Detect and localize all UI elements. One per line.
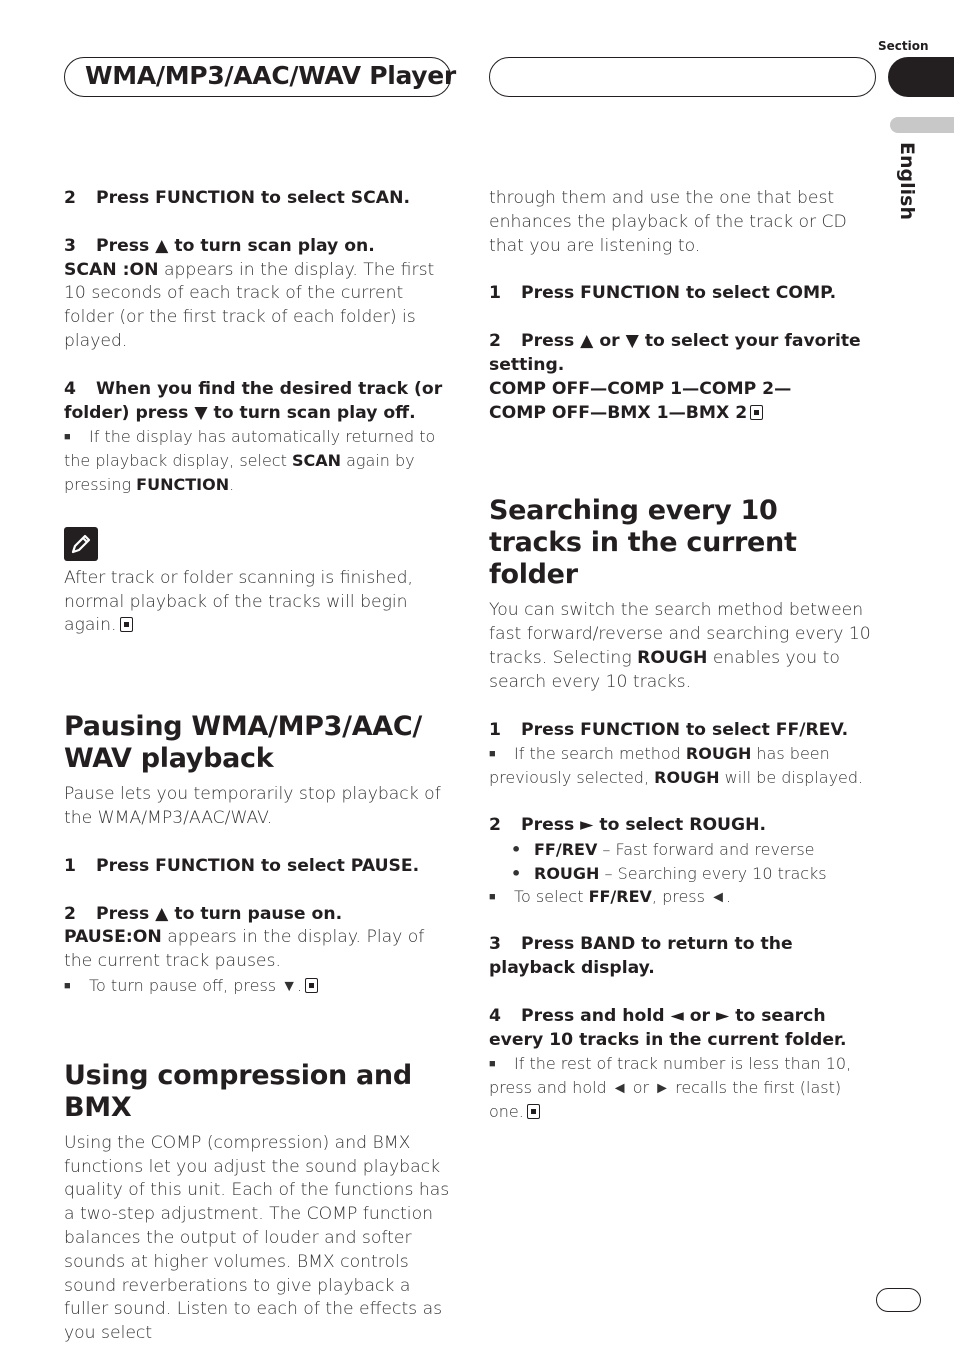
right-column — [489, 187, 877, 1124]
end-mark-icon — [527, 1104, 540, 1119]
heading-pausing: Pausing WMA/MP3/AAC/ WAV playback — [64, 711, 422, 775]
note-text: After track or folder scanning is finished, normal playback of the tracks will begin again. — [64, 567, 413, 636]
search-bullet-1: ■ If the search method ROUGH has been previously selected, ROUGH will be displayed. — [489, 744, 864, 788]
compression-intro: Using the COMP (compression) and BMX functions let you adjust the sound playback quality of this unit. Each of the functions has a two-step adjustment. The COMP function balances the output of louder and softer sounds at higher volumes. BMX controls sound reverberations to give playback a fuller sound. Listen to each of the effects as you select — [64, 1132, 450, 1344]
heading-searching: Searching every 10 tracks in the current folder — [489, 495, 797, 591]
step-2-pause: 2 Press ▲ to turn pause on. — [64, 903, 343, 924]
bullet-dot-icon: • — [511, 863, 522, 883]
scan-bullet: ■ If the display has automatically returned to the playback display, select SCAN again by pressing FUNCTION. — [64, 427, 436, 494]
search-bullet-2: ■ To select FF/REV, press ◄. — [489, 885, 877, 909]
bullet-square-icon: ■ — [64, 430, 71, 444]
heading-compression: Using compression and BMX — [64, 1059, 412, 1123]
bullet-square-icon: ■ — [64, 978, 71, 992]
end-mark-icon — [750, 405, 763, 420]
step-1-pause: 1 Press FUNCTION to select PAUSE. — [64, 855, 420, 876]
option-ffrev: • FF/REV – Fast forward and reverse — [511, 838, 877, 862]
step-2-scan: 2 Press FUNCTION to select SCAN. — [64, 188, 411, 208]
step-4-scan: 4 When you find the desired track (or folder) press ▼ to turn scan play off. — [64, 378, 443, 423]
language-label: English — [896, 142, 918, 220]
language-tab-bar — [890, 117, 954, 133]
end-mark-icon — [305, 978, 318, 993]
search-bullet-3: ■ If the rest of track number is less than 10, press and hold ◄ or ► recalls the first (last) one. — [489, 1054, 852, 1121]
step-2-comp: 2 Press ▲ or ▼ to select your favorite setting. — [489, 331, 861, 375]
bullet-dot-icon: • — [511, 839, 522, 859]
note-pencil-icon — [64, 527, 98, 561]
section-label: Section — [878, 39, 929, 53]
bullet-square-icon: ■ — [489, 890, 496, 904]
header-title-box — [64, 57, 456, 97]
comp-sequence-line-2: COMP OFF—BMX 1—BMX 2 — [489, 402, 877, 426]
comp-sequence-line-1: COMP OFF—COMP 1—COMP 2— — [489, 378, 792, 399]
step-3-search: 3 Press BAND to return to the playback display. — [489, 934, 793, 978]
option-rough: • ROUGH – Searching every 10 tracks — [511, 862, 877, 886]
pause-on-description: PAUSE:ON appears in the display. Play of the current track pauses. — [64, 927, 425, 972]
step-2-search: 2 Press ► to select ROUGH. — [489, 814, 767, 835]
end-mark-icon — [120, 617, 133, 632]
scan-on-description: SCAN :ON appears in the display. The first 10 seconds of each track of the current folder (or the first track of each folder) is played. — [64, 259, 435, 351]
left-column — [64, 187, 452, 1346]
section-tab — [888, 57, 954, 97]
header-blank-box — [489, 57, 876, 97]
step-3-scan: 3 Press ▲ to turn scan play on. — [64, 235, 375, 256]
search-intro: You can switch the search method between fast forward/reverse and searching every 10 tracks. Selecting ROUGH enables you to search every 10 tracks. — [489, 600, 871, 692]
pause-intro: Pause lets you temporarily stop playback of the WMA/MP3/AAC/WAV. — [64, 784, 441, 828]
step-1-comp: 1 Press FUNCTION to select COMP. — [489, 283, 837, 304]
step-1-search: 1 Press FUNCTION to select FF/REV. — [489, 719, 849, 740]
compression-intro-continued: through them and use the one that best enhances the playback of the track or CD that you are listening to. — [489, 188, 847, 256]
bullet-square-icon: ■ — [489, 747, 496, 761]
step-4-search: 4 Press and hold ◄ or ► to search every 10 tracks in the current folder. — [489, 1005, 847, 1050]
header-title: WMA/MP3/AAC/WAV Player — [85, 61, 456, 90]
page-number-box — [876, 1288, 921, 1312]
pause-bullet: ■ To turn pause off, press ▼. — [64, 974, 452, 998]
bullet-square-icon: ■ — [489, 1057, 496, 1071]
